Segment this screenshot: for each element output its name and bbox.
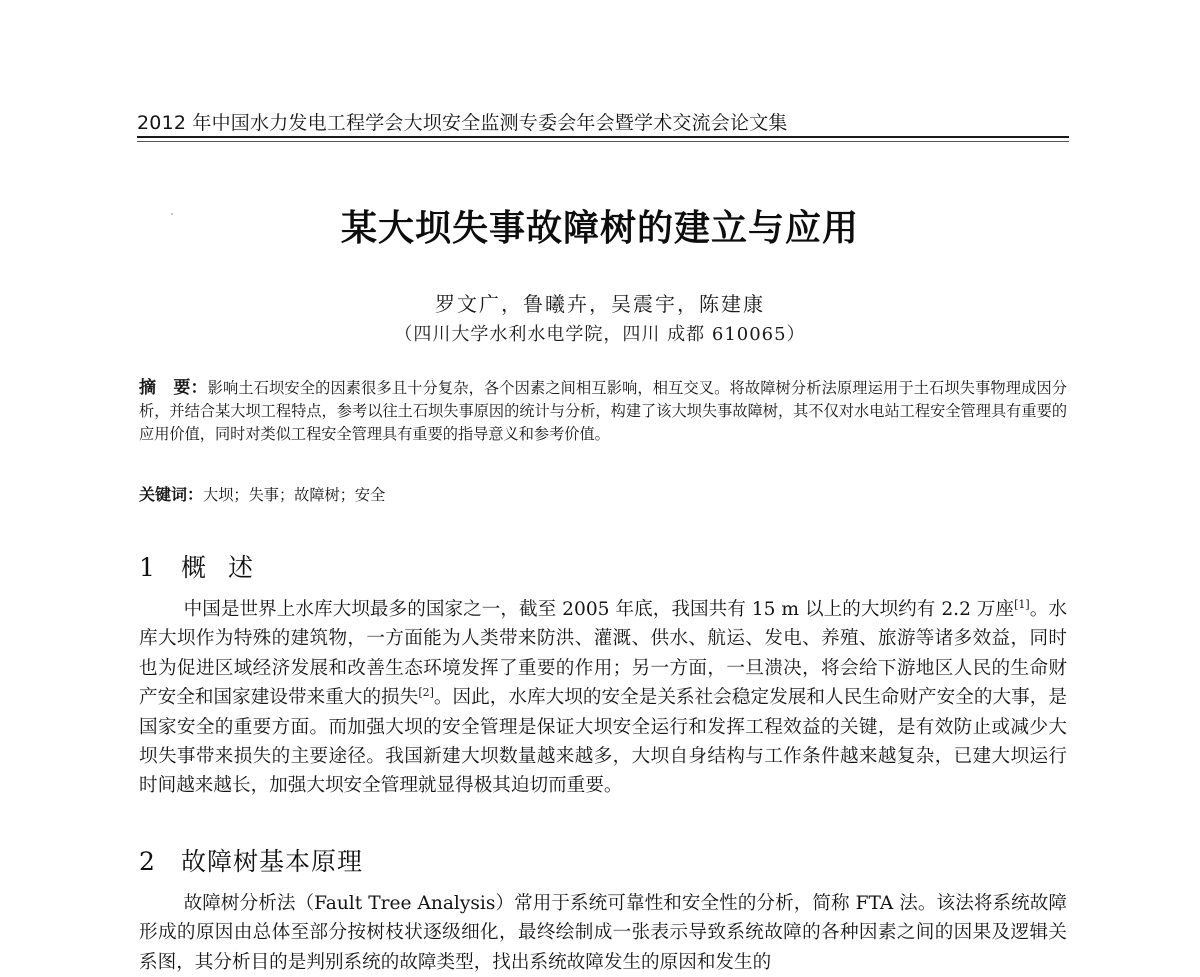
section-number: 2 [139, 847, 155, 876]
header-rule-thin [137, 141, 1069, 142]
abstract-label: 摘 要： [139, 378, 208, 398]
citation-ref[interactable]: [1] [1014, 597, 1030, 611]
section-title: 故障树基本原理 [181, 847, 364, 876]
paragraph-text: 故障树分析法（Fault Tree Analysis）常用于系统可靠性和安全性的分析，简称 FTA 法。该法将系统故障形成的原因由总体至部分按树枝状逐级细化，最终绘制成一张表示导致系统故障的各种因素之间的因果及逻辑关系图，其分析目的是判别系统的故障类型，找出系统故障发生的原因和发生的 [139, 893, 1067, 973]
keywords [139, 483, 1067, 507]
paragraph-text: 。水库大坝作为特殊的建筑物，一方面能为人类带来防洪、灌溉、供水、航运、发电、养殖、旅游等诸多效益，同时也为促进区域经济发展和改善生态环境发挥了重要的作用；另一方面，一旦溃决，将会给下游地区人民的生命财产安全和国家建设带来重大的损失 [139, 599, 1067, 709]
section-paragraph [139, 889, 1067, 977]
paper-title: 某大坝失事故障树的建立与应用 [340, 207, 859, 249]
header-rule [137, 136, 1069, 138]
abstract [139, 377, 1067, 446]
section-heading-overview [139, 548, 275, 584]
section-number: 1 [139, 553, 155, 582]
paragraph-text: 。因此，水库大坝的安全是关系社会稳定发展和人民生命财产安全的大事，是国家安全的重要方面。而加强大坝的安全管理是保证大坝安全运行和发挥工程效益的关键，是有效防止或减少大坝失事带来损失的主要途径。我国新建大坝数量越来越多，大坝自身结构与工作条件越来越复杂，已建大坝运行时间越来越长，加强大坝安全管理就显得极其迫切而重要。 [139, 687, 1067, 797]
section-paragraph [139, 595, 1067, 801]
abstract-text: 影响土石坝安全的因素很多且十分复杂，各个因素之间相互影响，相互交叉。将故障树分析法原理运用于土石坝失事物理成因分析，并结合某大坝工程特点，参考以往土石坝失事原因的统计与分析，构建了该大坝失事故障树，其不仅对水电站工程安全管理具有重要的应用价值，同时对类似工程安全管理具有重要的指导意义和参考价值。 [139, 379, 1068, 443]
paragraph-text: 中国是世界上水库大坝最多的国家之一，截至 2005 年底，我国共有 15 m 以上的大坝约有 2.2 万座 [183, 599, 1015, 620]
running-header: 2012 年中国水力发电工程学会大坝安全监测专委会年会暨学术交流会论文集 [137, 112, 788, 134]
author-list: 罗文广，鲁曦卉，吴震宇，陈建康 [435, 292, 765, 316]
keywords-text: 大坝；失事；故障树；安全 [203, 486, 386, 504]
section-title: 概述 [181, 553, 276, 582]
keywords-label: 关键词： [139, 485, 204, 504]
section-heading-fta-principle [139, 842, 363, 878]
author-affiliation: （四川大学水利水电学院，四川 成都 610065） [394, 324, 806, 345]
citation-ref[interactable]: [2] [418, 686, 434, 700]
